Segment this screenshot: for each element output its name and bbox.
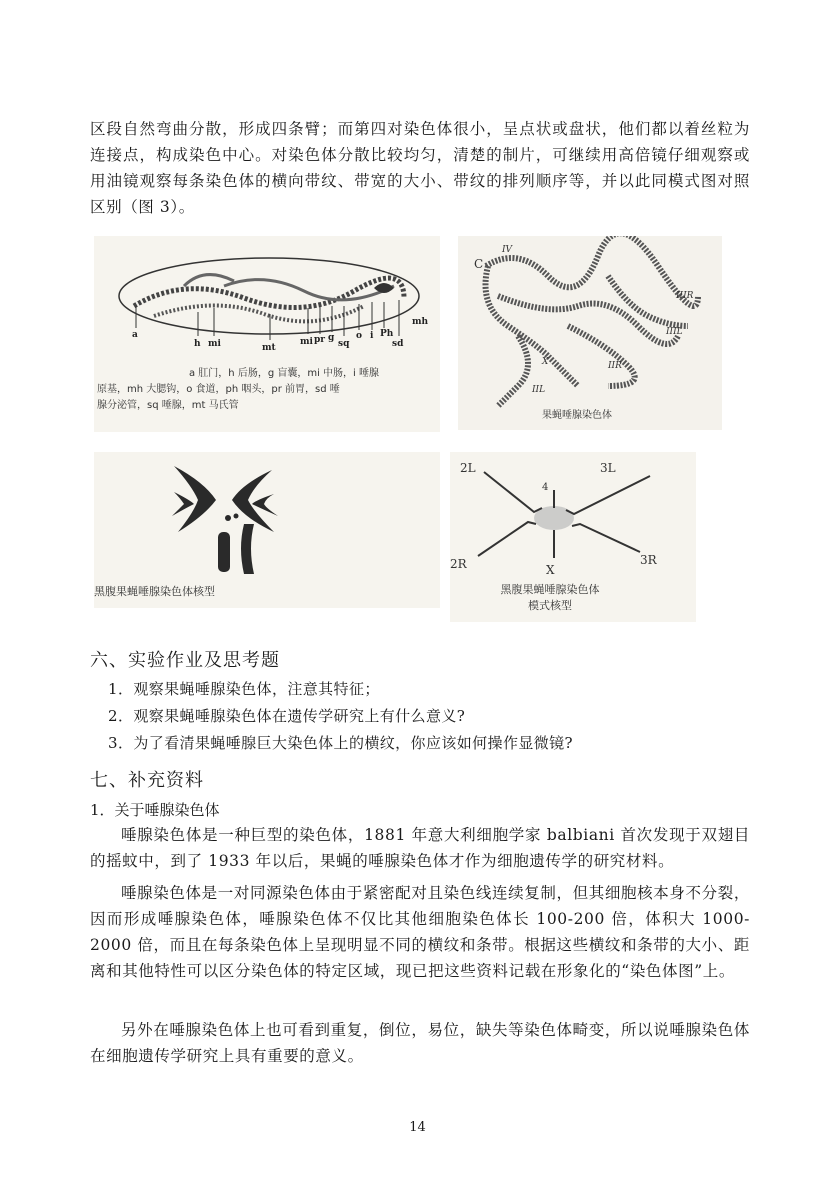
model-label-x: X — [546, 563, 555, 577]
model-karyotype-figure — [450, 452, 696, 622]
model-label-3l: 3L — [600, 461, 616, 475]
larva-label-g: g — [328, 333, 335, 343]
larva-anatomy-figure — [94, 236, 440, 432]
spread-label-iil: IIL — [532, 385, 546, 395]
larva-label-sq: sq — [338, 339, 350, 349]
larva-label-mt: mt — [262, 343, 276, 353]
model-label-2l: 2L — [460, 461, 476, 475]
question-item: 1．观察果蝇唾腺染色体，注意其特征； — [108, 680, 380, 698]
model-label-4: 4 — [542, 482, 549, 493]
question-item: 3．为了看清果蝇唾腺巨大染色体上的横纹，你应该如何操作显微镜? — [108, 734, 573, 752]
larva-label-i: i — [370, 331, 374, 341]
section6-title: 六、实验作业及思考题 — [90, 650, 280, 671]
larva-label-ph: Ph — [380, 329, 394, 339]
section7-paragraph-3: 另外在唾腺染色体上也可看到重复，倒位，易位，缺失等染色体畸变，所以说唾腺染色体在细胞遗传学研究上具有重要的意义。 — [90, 1021, 750, 1065]
larva-caption-line: a 肛门，h 后肠，g 盲囊，mi 中肠，i 唾腺 — [189, 368, 380, 379]
spread-label-iiil: IIIL — [666, 327, 683, 337]
larva-caption-line: 原基，mh 大腮钩，o 食道，ph 咽头，pr 前胃，sd 唾 — [97, 384, 340, 395]
spread-label-x: X — [542, 357, 549, 367]
intro-paragraph: 区段自然弯曲分散，形成四条臂；而第四对染色体很小，呈点状或盘状，他们都以着丝粒为连接点，构成染色中心。对染色体分散比较均匀，清楚的制片，可继续用高倍镜仔细观察或用油镜观察每条染色体的横向带纹、带宽的大小、带纹的排列顺序等，并以此同模式图对照区别（图 3）。 — [90, 120, 750, 216]
larva-label-sd: sd — [392, 339, 404, 349]
spread-caption: 果蝇唾腺染色体 — [542, 410, 612, 421]
karyotype-figure — [94, 452, 440, 608]
spread-label-iir: IIR — [608, 361, 622, 371]
spread-label-iv: IV — [502, 245, 513, 255]
larva-label-mi-2: mi — [300, 337, 313, 347]
question-item: 2．观察果蝇唾腺染色体在遗传学研究上有什么意义? — [108, 707, 466, 725]
larva-caption — [97, 366, 429, 414]
larva-label-mi: mi — [208, 339, 221, 349]
model-caption — [490, 582, 610, 614]
model-label-3r: 3R — [640, 553, 657, 567]
section7-paragraph-2: 唾腺染色体是一对同源染色体由于紧密配对且染色线连续复制，但其细胞核本身不分裂，因而形成唾腺染色体，唾腺染色体不仅比其他细胞染色体长 100-200 倍，体积大 1000-2000 倍，而且在每条染色体上呈现明显不同的横纹和条带。根据这些横纹和条带的大小、距离和其他特性可以区分染色体的特定区域，现已把这些资料记载在形象化的“染色体图”上。 — [90, 884, 750, 980]
page-number: 14 — [409, 1120, 426, 1135]
karyotype-caption: 黑腹果蝇唾腺染色体核型 — [94, 585, 215, 598]
larva-caption-line: 腺分泌管，sq 唾腺，mt 马氏管 — [97, 400, 239, 411]
spread-label-iiir: IIIR — [676, 291, 694, 301]
larva-label-a: a — [132, 330, 138, 340]
section7-paragraph-1: 唾腺染色体是一种巨型的染色体，1881 年意大利细胞学家 balbiani 首次发现于双翅目的摇蚊中，到了 1933 年以后，果蝇的唾腺染色体才作为细胞遗传学的研究材料。 — [90, 826, 750, 870]
spread-label-c: C — [474, 257, 484, 271]
section7-subtitle: 1．关于唾腺染色体 — [90, 801, 220, 819]
section7-title: 七、补充资料 — [90, 770, 204, 791]
larva-label-h: h — [194, 339, 201, 349]
model-caption-line: 模式核型 — [528, 599, 572, 612]
larva-label-o: o — [356, 331, 363, 341]
larva-label-mh: mh — [412, 317, 429, 327]
larva-label-pr: pr — [314, 335, 326, 345]
chromosome-spread-figure — [458, 236, 722, 430]
model-label-2r: 2R — [450, 557, 467, 571]
model-caption-line: 黑腹果蝇唾腺染色体 — [500, 583, 600, 596]
